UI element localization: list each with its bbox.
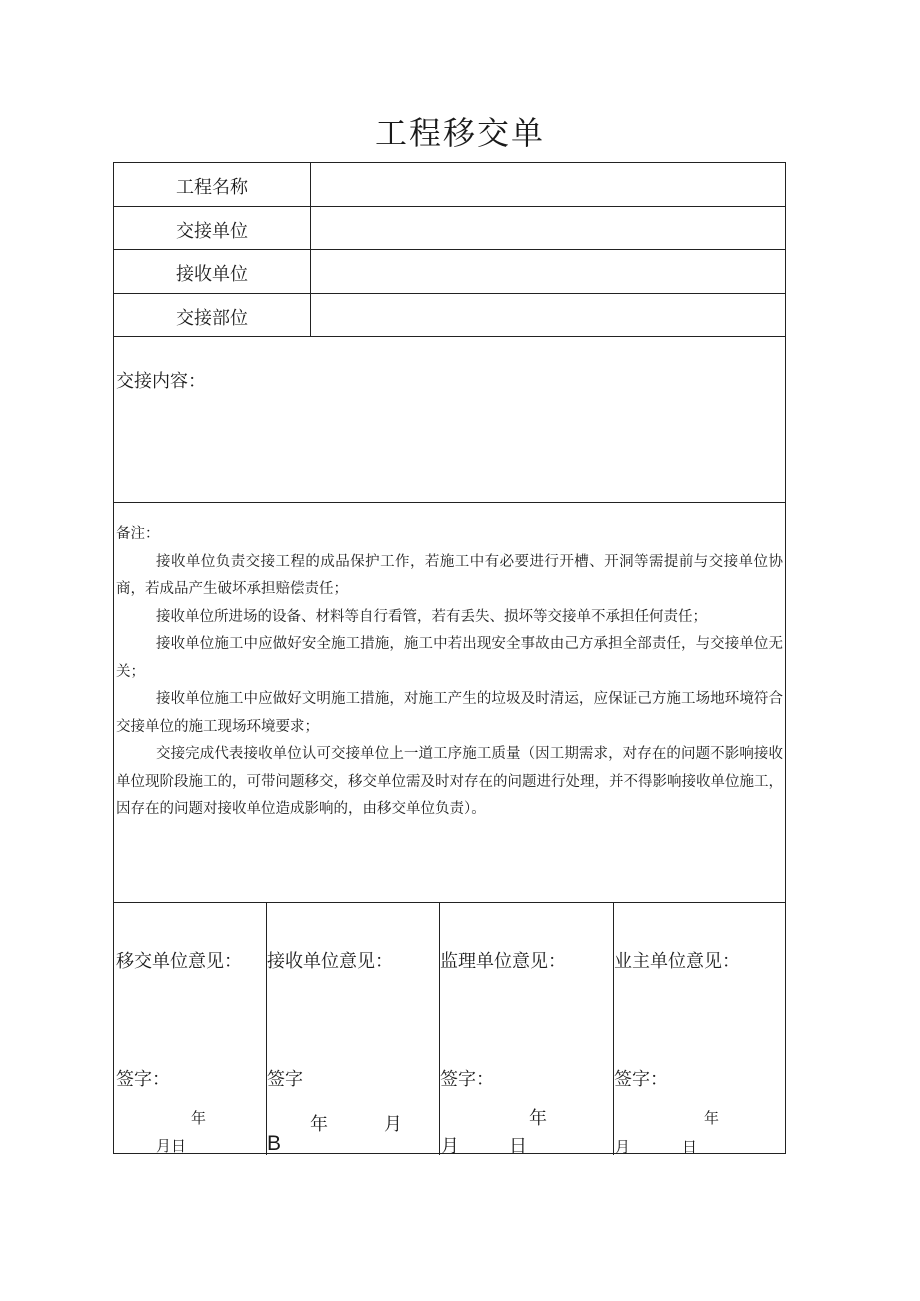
- owner-unit-month: 月: [615, 1138, 631, 1156]
- notes-heading: 备注：: [116, 526, 160, 542]
- supervision-unit-year: 年: [529, 1108, 547, 1129]
- handover-unit-field[interactable]: [311, 207, 785, 249]
- transfer-unit-month-day: 月日: [156, 1137, 187, 1155]
- receiving-unit-opinion-label: 接收单位意见：: [267, 951, 393, 972]
- owner-unit-year: 年: [704, 1109, 720, 1127]
- field-label-handover-unit: 交接单位: [176, 221, 248, 242]
- transfer-unit-opinion-label: 移交单位意见：: [116, 951, 242, 972]
- receiving-unit-field[interactable]: [311, 250, 785, 292]
- supervision-unit-day: 日: [509, 1136, 527, 1157]
- supervision-unit-month: 月: [441, 1136, 459, 1157]
- transfer-unit-signature-label: 签字：: [116, 1069, 170, 1090]
- supervision-unit-signature-label: 签字：: [440, 1069, 494, 1090]
- owner-unit-signature-label: 签字：: [614, 1069, 668, 1090]
- field-label-receiving-unit: 接收单位: [176, 264, 248, 285]
- owner-unit-opinion-label: 业主单位意见：: [614, 951, 740, 972]
- handover-form: [113, 162, 786, 1157]
- handover-content-label: 交接内容：: [116, 371, 206, 392]
- note-item: 接收单位施工中应做好安全施工措施，施工中若出现安全事故由己方承担全部责任，与交接单位无关；: [116, 636, 783, 680]
- notes-section: [116, 521, 783, 824]
- note-item: 接收单位施工中应做好文明施工措施，对施工产生的垃圾及时清运，应保证己方施工场地环境符合交接单位的施工现场环境要求；: [116, 691, 783, 735]
- handover-part-field[interactable]: [311, 294, 785, 336]
- owner-unit-day: 日: [682, 1138, 698, 1156]
- supervision-unit-opinion-label: 监理单位意见：: [440, 951, 566, 972]
- project-name-field[interactable]: [311, 164, 785, 206]
- note-item: 接收单位所进场的设备、材料等自行看管，若有丢失、损坏等交接单不承担任何责任；: [156, 608, 707, 625]
- row-divider: [114, 336, 785, 337]
- column-divider: [439, 902, 440, 1155]
- receiving-unit-day: B: [267, 1132, 282, 1155]
- column-divider: [266, 902, 267, 1155]
- row-divider: [114, 902, 785, 903]
- receiving-unit-signature-label: 签字: [267, 1069, 303, 1090]
- receiving-unit-year: 年: [310, 1114, 328, 1135]
- note-item: 交接完成代表接收单位认可交接单位上一道工序施工质量（因工期需求，对存在的问题不影响接收单位现阶段施工的，可带问题移交，移交单位需及时对存在的问题进行处理，并不得影响接收单位施工，因存在的问题对接收单位造成影响的，由移交单位负责）。: [116, 746, 783, 817]
- note-item: 接收单位负责交接工程的成品保护工作，若施工中有必要进行开槽、开洞等需提前与交接单位协商，若成品产生破坏承担赔偿责任；: [116, 553, 783, 597]
- field-label-project-name: 工程名称: [176, 177, 248, 198]
- transfer-unit-year: 年: [191, 1109, 207, 1127]
- field-label-handover-part: 交接部位: [176, 308, 248, 329]
- form-title: 工程移交单: [374, 114, 545, 152]
- column-divider: [613, 902, 614, 1155]
- receiving-unit-month: 月: [384, 1114, 402, 1135]
- row-divider: [114, 502, 785, 503]
